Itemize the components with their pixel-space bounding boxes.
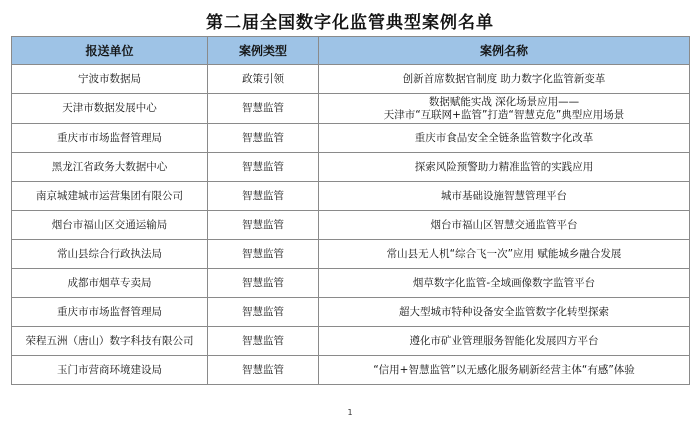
case-name-cell [319, 269, 690, 298]
case-name-cell [319, 182, 690, 211]
reporting-unit-cell: 玉门市营商环境建设局 [12, 356, 208, 385]
case-name-cell [319, 153, 690, 182]
case-type-cell: 政策引领 [208, 65, 319, 94]
header-case-type: 案例类型 [208, 37, 319, 65]
case-name-cell [319, 124, 690, 153]
reporting-unit-cell: 重庆市市场监督管理局 [12, 124, 208, 153]
case-name-text: 常山县无人机“综合飞一次”应用 赋能城乡融合发展 [386, 247, 622, 260]
case-name-text: 创新首席数据官制度 助力数字化监管新变革 [402, 72, 606, 85]
case-name-cell [319, 298, 690, 327]
reporting-unit-cell: 重庆市市场监督管理局 [12, 298, 208, 327]
header-case-name: 案例名称 [319, 37, 690, 65]
case-name-text: 重庆市食品安全全链条监管数字化改革 [414, 131, 594, 144]
page-number: 1 [347, 408, 353, 417]
case-name-cell [319, 356, 690, 385]
case-type-cell: 智慧监管 [208, 94, 319, 124]
case-name-cell [319, 327, 690, 356]
reporting-unit-cell: 宁波市数据局 [12, 65, 208, 94]
case-type-cell: 智慧监管 [208, 356, 319, 385]
table-row [12, 94, 690, 124]
reporting-unit-cell: 成都市烟草专卖局 [12, 269, 208, 298]
reporting-unit-cell: 荣程五洲（唐山）数字科技有限公司 [12, 327, 208, 356]
reporting-unit-cell: 常山县综合行政执法局 [12, 240, 208, 269]
table-row [12, 269, 690, 298]
case-name-cell [319, 94, 690, 124]
case-type-cell: 智慧监管 [208, 327, 319, 356]
case-name-cell [319, 240, 690, 269]
reporting-unit-cell: 南京城建城市运营集团有限公司 [12, 182, 208, 211]
case-name-text-line-2: 天津市“互联网+监管”打造“智慧克危”典型应用场景 [383, 108, 625, 121]
case-name-text: 超大型城市特种设备安全监管数字化转型探索 [399, 305, 609, 318]
table-row [12, 327, 690, 356]
table-row [12, 153, 690, 182]
table-row [12, 65, 690, 94]
table-row [12, 356, 690, 385]
case-type-cell: 智慧监管 [208, 269, 319, 298]
table-row [12, 298, 690, 327]
case-name-text: 遵化市矿业管理服务智能化发展四方平台 [409, 334, 599, 347]
case-type-cell: 智慧监管 [208, 298, 319, 327]
document-title: 第二届全国数字化监管典型案例名单 [206, 13, 494, 33]
case-list-table [11, 36, 690, 385]
case-name-text: “信用+智慧监管”以无感化服务刷新经营主体“有感”体验 [373, 363, 635, 376]
reporting-unit-cell: 烟台市福山区交通运输局 [12, 211, 208, 240]
table-row [12, 211, 690, 240]
case-type-cell: 智慧监管 [208, 240, 319, 269]
table-row [12, 240, 690, 269]
reporting-unit-cell: 黑龙江省政务大数据中心 [12, 153, 208, 182]
table-header-row [12, 37, 690, 65]
header-reporting-unit: 报送单位 [12, 37, 208, 65]
table-row [12, 124, 690, 153]
case-type-cell: 智慧监管 [208, 211, 319, 240]
case-name-text: 探索风险预警助力精准监管的实践应用 [414, 160, 594, 173]
case-name-text: 城市基础设施智慧管理平台 [441, 189, 567, 202]
table-row [12, 182, 690, 211]
case-type-cell: 智慧监管 [208, 124, 319, 153]
case-name-cell [319, 211, 690, 240]
case-type-cell: 智慧监管 [208, 182, 319, 211]
case-name-text: 烟草数字化监管-全域画像数字监管平台 [412, 276, 596, 289]
case-type-cell: 智慧监管 [208, 153, 319, 182]
reporting-unit-cell: 天津市数据发展中心 [12, 94, 208, 124]
case-name-cell [319, 65, 690, 94]
case-name-text: 烟台市福山区智慧交通监管平台 [430, 218, 578, 231]
case-name-text-line-1: 数据赋能实战 深化场景应用—— [428, 95, 580, 108]
